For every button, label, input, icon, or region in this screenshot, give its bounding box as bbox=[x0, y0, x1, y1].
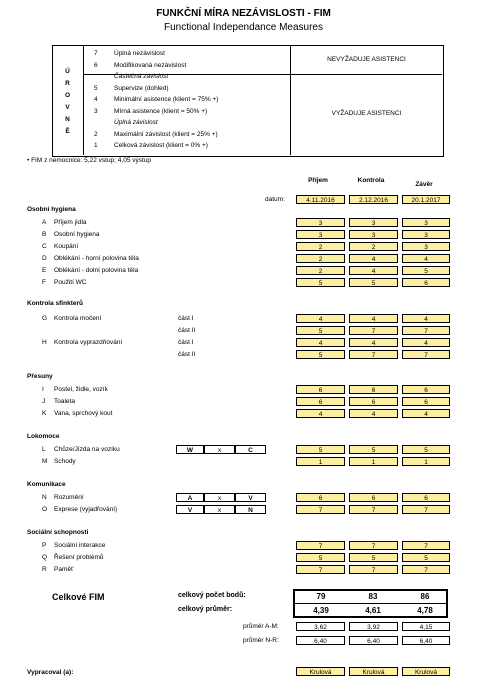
item-label-P: Sociální interakce bbox=[54, 542, 106, 549]
score-N-1[interactable]: 6 bbox=[349, 493, 398, 502]
section-title-communication: Komunikace bbox=[27, 481, 66, 488]
nr-admission: 6,40 bbox=[296, 636, 345, 645]
score-P-2[interactable]: 7 bbox=[402, 541, 450, 550]
score-G-0[interactable]: 4 bbox=[296, 314, 345, 323]
score-K-2[interactable]: 4 bbox=[402, 409, 450, 418]
author-control[interactable]: Krulová bbox=[349, 667, 398, 676]
date-control[interactable]: 2.12.2016 bbox=[349, 195, 398, 204]
item-label-K: Vana, sprchový kout bbox=[54, 410, 113, 417]
date-label: datum: bbox=[265, 196, 285, 203]
score-N-0[interactable]: 6 bbox=[296, 493, 345, 502]
sum-control: 83 bbox=[368, 592, 378, 601]
levels-list: 7 Úplná nezávislost 6 Modifikovaná nezávislost Částečná závislost 5 Supervize (dohled) 4 Minimální asistence (klient = 75% +) 3 Mírná asistence (klient = 50% +) Úplná závislost 2 Maximální závislost (klient = 25% +) 1 Celková závislost (klient = 0% +) bbox=[94, 50, 219, 149]
date-admission[interactable]: 4.11.2016 bbox=[296, 195, 345, 204]
score-J-2[interactable]: 6 bbox=[402, 397, 450, 406]
fim-note: • FIM z nemocnice: 5,22 vstup; 4,05 výstup bbox=[27, 157, 152, 164]
item-letter-M: M bbox=[42, 458, 48, 465]
option-L-2[interactable]: C bbox=[235, 445, 266, 454]
nr-label: průměr N-R: bbox=[243, 637, 279, 644]
score-B-1[interactable]: 3 bbox=[349, 230, 398, 239]
assist-label: VYŽADUJE ASISTENCI bbox=[331, 110, 402, 117]
score-P-0[interactable]: 7 bbox=[296, 541, 345, 550]
score-J-0[interactable]: 6 bbox=[296, 397, 345, 406]
score-I-1[interactable]: 6 bbox=[349, 385, 398, 394]
item-letter-Q: Q bbox=[42, 554, 48, 561]
section-title-hygiene: Osobní hygiena bbox=[27, 206, 76, 213]
sum-final: 86 bbox=[420, 592, 430, 601]
score-D-1[interactable]: 4 bbox=[349, 254, 398, 263]
score-I-0[interactable]: 6 bbox=[296, 385, 345, 394]
score-O-2[interactable]: 7 bbox=[402, 505, 450, 514]
score-H-1[interactable]: 4 bbox=[349, 338, 398, 347]
col-header-control: Kontrola bbox=[357, 177, 385, 184]
score-G2-2[interactable]: 7 bbox=[402, 326, 450, 335]
score-H2-2[interactable]: 7 bbox=[402, 350, 450, 359]
score-K-1[interactable]: 4 bbox=[349, 409, 398, 418]
score-H2-0[interactable]: 5 bbox=[296, 350, 345, 359]
score-G-2[interactable]: 4 bbox=[402, 314, 450, 323]
item-label-N: Rozumění bbox=[54, 494, 84, 501]
am-final: 4,15 bbox=[402, 622, 450, 631]
score-H-2[interactable]: 4 bbox=[402, 338, 450, 347]
item-label-Q: Řešení problémů bbox=[54, 554, 104, 561]
option-L-0[interactable]: W bbox=[176, 445, 204, 454]
section-title-transfers: Přesuny bbox=[27, 373, 53, 380]
score-R-2[interactable]: 7 bbox=[402, 565, 450, 574]
avg-control: 4,61 bbox=[365, 606, 381, 615]
item-letter-G: G bbox=[42, 315, 48, 322]
section-title-locomotion: Lokomoce bbox=[27, 433, 60, 440]
score-D-0[interactable]: 2 bbox=[296, 254, 345, 263]
nr-final: 6,40 bbox=[402, 636, 450, 645]
score-L-1[interactable]: 5 bbox=[349, 445, 398, 454]
item-label-D: Oblékání - horní polovina těla bbox=[54, 255, 139, 262]
section-title-social: Sociální schopnosti bbox=[27, 529, 89, 536]
item-letter-E: E bbox=[42, 267, 47, 274]
item-part1-H: část I bbox=[178, 339, 194, 346]
score-C-0[interactable]: 2 bbox=[296, 242, 345, 251]
item-letter-A: A bbox=[42, 219, 47, 226]
score-L-0[interactable]: 5 bbox=[296, 445, 345, 454]
levels-label: Ú R O V N Ě bbox=[64, 68, 71, 135]
item-label-E: Oblékání - dolní polovina těla bbox=[54, 267, 139, 274]
item-label-G: Kontrola močení bbox=[54, 315, 102, 322]
item-part2-G: část II bbox=[178, 327, 196, 334]
score-F-0[interactable]: 5 bbox=[296, 278, 345, 287]
score-F-2[interactable]: 6 bbox=[402, 278, 450, 287]
score-N-2[interactable]: 6 bbox=[402, 493, 450, 502]
section-title-sphincter: Kontrola sfinkterů bbox=[27, 300, 83, 307]
score-G-1[interactable]: 4 bbox=[349, 314, 398, 323]
score-G2-0[interactable]: 5 bbox=[296, 326, 345, 335]
item-label-F: Použití WC bbox=[54, 279, 87, 286]
score-Q-2[interactable]: 5 bbox=[402, 553, 450, 562]
sum-admission: 79 bbox=[316, 592, 326, 601]
option-O-2[interactable]: N bbox=[235, 505, 266, 514]
item-label-H: Kontrola vyprazdňování bbox=[54, 339, 123, 346]
score-R-1[interactable]: 7 bbox=[349, 565, 398, 574]
score-C-1[interactable]: 2 bbox=[349, 242, 398, 251]
score-R-0[interactable]: 7 bbox=[296, 565, 345, 574]
score-H2-1[interactable]: 7 bbox=[349, 350, 398, 359]
item-letter-D: D bbox=[42, 255, 47, 262]
total-label: Celkové FIM bbox=[52, 592, 105, 602]
item-label-A: Příjem jídla bbox=[54, 219, 87, 226]
am-control: 3,92 bbox=[349, 622, 398, 631]
score-M-2[interactable]: 1 bbox=[402, 457, 450, 466]
option-O-1[interactable]: x bbox=[204, 505, 235, 514]
avg-label: celkový průměr: bbox=[178, 606, 233, 613]
score-Q-1[interactable]: 5 bbox=[349, 553, 398, 562]
option-N-1[interactable]: x bbox=[204, 493, 235, 502]
score-B-0[interactable]: 3 bbox=[296, 230, 345, 239]
score-A-1[interactable]: 3 bbox=[349, 218, 398, 227]
score-O-0[interactable]: 7 bbox=[296, 505, 345, 514]
item-label-M: Schody bbox=[54, 458, 76, 465]
item-letter-I: I bbox=[42, 386, 44, 393]
author-label: Vypracoval (a): bbox=[27, 669, 74, 676]
score-E-0[interactable]: 2 bbox=[296, 266, 345, 275]
item-letter-K: K bbox=[42, 410, 47, 417]
score-L-2[interactable]: 5 bbox=[402, 445, 450, 454]
score-J-1[interactable]: 6 bbox=[349, 397, 398, 406]
option-N-0[interactable]: A bbox=[176, 493, 204, 502]
item-letter-O: O bbox=[42, 506, 48, 513]
score-D-2[interactable]: 4 bbox=[402, 254, 450, 263]
score-O-1[interactable]: 7 bbox=[349, 505, 398, 514]
col-header-final: Závěr bbox=[415, 181, 433, 188]
avg-final: 4,78 bbox=[417, 606, 433, 615]
score-E-1[interactable]: 4 bbox=[349, 266, 398, 275]
score-P-1[interactable]: 7 bbox=[349, 541, 398, 550]
score-A-0[interactable]: 3 bbox=[296, 218, 345, 227]
item-letter-J: J bbox=[42, 398, 46, 405]
item-label-R: Paměť bbox=[54, 566, 74, 573]
option-O-0[interactable]: V bbox=[176, 505, 204, 514]
item-label-I: Postel, židle, vozík bbox=[54, 386, 108, 393]
score-H-0[interactable]: 4 bbox=[296, 338, 345, 347]
page-subtitle: Functional Independance Measures bbox=[164, 22, 323, 33]
item-label-J: Toaleta bbox=[54, 398, 75, 405]
date-final[interactable]: 20.1.2017 bbox=[402, 195, 450, 204]
item-label-B: Osobní hygiena bbox=[54, 231, 100, 238]
option-L-1[interactable]: x bbox=[204, 445, 235, 454]
sum-label: celkový počet bodů: bbox=[178, 592, 246, 599]
score-A-2[interactable]: 3 bbox=[402, 218, 450, 227]
score-Q-0[interactable]: 5 bbox=[296, 553, 345, 562]
avg-admission: 4,39 bbox=[313, 606, 329, 615]
item-letter-N: N bbox=[42, 494, 47, 501]
item-part2-H: část II bbox=[178, 351, 196, 358]
score-E-2[interactable]: 5 bbox=[402, 266, 450, 275]
am-admission: 3,62 bbox=[296, 622, 345, 631]
score-F-1[interactable]: 5 bbox=[349, 278, 398, 287]
item-letter-P: P bbox=[42, 542, 47, 549]
author-final[interactable]: Krulová bbox=[402, 667, 450, 676]
nr-control: 6,40 bbox=[349, 636, 398, 645]
item-letter-C: C bbox=[42, 243, 47, 250]
option-N-2[interactable]: V bbox=[235, 493, 266, 502]
page-title: FUNKČNÍ MÍRA NEZÁVISLOSTI - FIM bbox=[156, 8, 331, 19]
item-letter-L: L bbox=[42, 446, 46, 453]
item-letter-B: B bbox=[42, 231, 47, 238]
no-assist-label: NEVYŽADUJE ASISTENCI bbox=[327, 56, 406, 63]
score-B-2[interactable]: 3 bbox=[402, 230, 450, 239]
am-label: průměr A-M: bbox=[243, 623, 279, 630]
score-C-2[interactable]: 3 bbox=[402, 242, 450, 251]
item-letter-H: H bbox=[42, 339, 47, 346]
item-label-C: Koupání bbox=[54, 243, 79, 250]
score-M-1[interactable]: 1 bbox=[349, 457, 398, 466]
item-letter-R: R bbox=[42, 566, 47, 573]
score-I-2[interactable]: 6 bbox=[402, 385, 450, 394]
item-part1-G: část I bbox=[178, 315, 194, 322]
item-label-L: Chůze/Jízda na vozíku bbox=[54, 446, 120, 453]
item-label-O: Exprese (vyjadřování) bbox=[54, 506, 118, 513]
score-M-0[interactable]: 1 bbox=[296, 457, 345, 466]
col-header-admission: Příjem bbox=[308, 177, 328, 184]
score-G2-1[interactable]: 7 bbox=[349, 326, 398, 335]
author-admission[interactable]: Krulová bbox=[296, 667, 345, 676]
score-K-0[interactable]: 4 bbox=[296, 409, 345, 418]
item-letter-F: F bbox=[42, 279, 46, 286]
